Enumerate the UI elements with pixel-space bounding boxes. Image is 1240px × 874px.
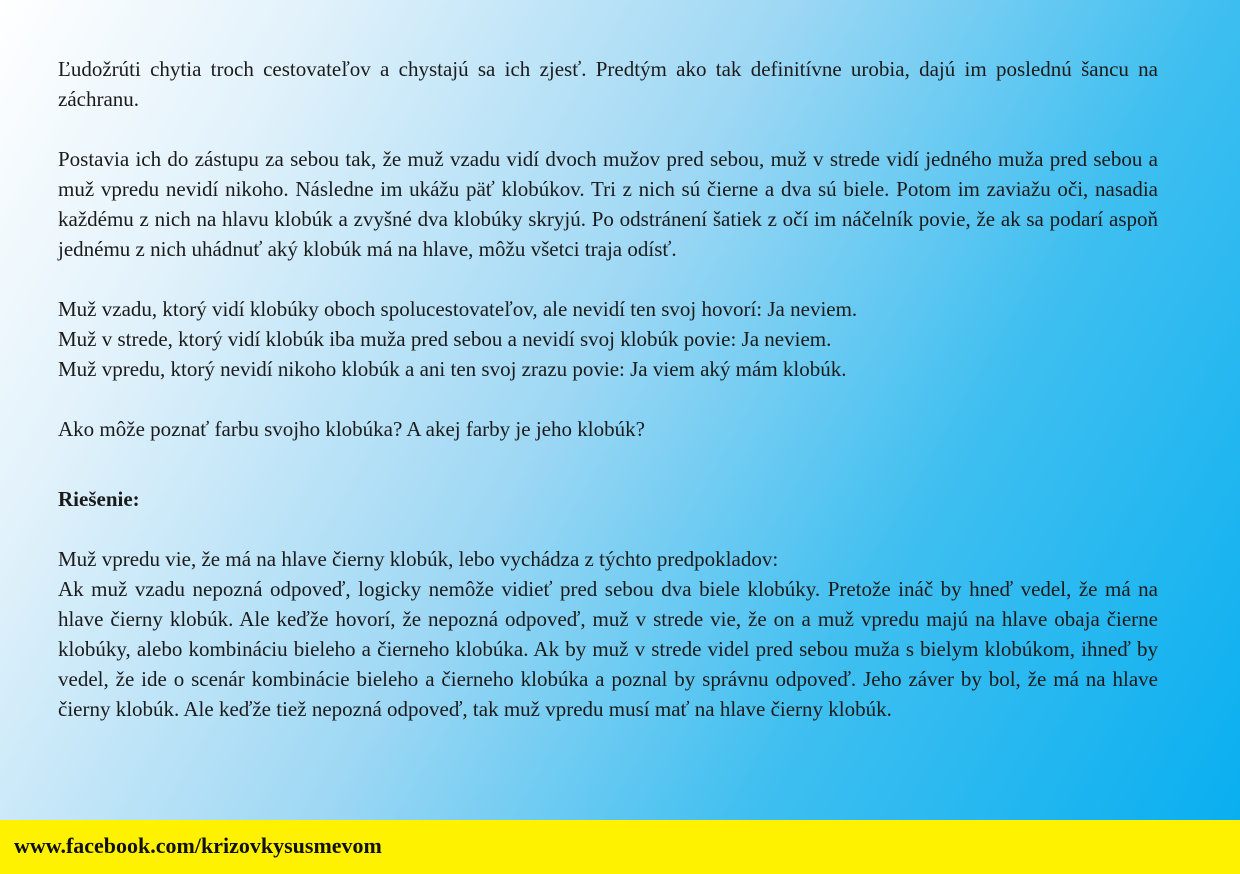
statement-middle: Muž v strede, ktorý vidí klobúk iba muža pred sebou a nevidí svoj klobúk povie: Ja neviem. <box>58 327 832 351</box>
question: Ako môže poznať farbu svojho klobúka? A akej farby je jeho klobúk? <box>58 417 645 441</box>
statement-front: Muž vpredu, ktorý nevidí nikoho klobúk a ani ten svoj zrazu povie: Ja viem aký mám klobúk. <box>58 357 847 381</box>
intro-paragraph: Ľudožrúti chytia troch cestovateľov a chystajú sa ich zjesť. Predtým ako tak definitívne urobia, dajú im poslednú šancu na záchranu. <box>58 57 1158 111</box>
footer-bar <box>0 820 1240 874</box>
solution-heading: Riešenie: <box>58 487 140 511</box>
solution-intro: Muž vpredu vie, že má na hlave čierny klobúk, lebo vychádza z týchto predpokladov: <box>58 547 779 571</box>
footer-link[interactable]: www.facebook.com/krizovkysusmevom <box>14 833 382 858</box>
setup-paragraph: Postavia ich do zástupu za sebou tak, že muž vzadu vidí dvoch mužov pred sebou, muž v strede vidí jedného muža pred sebou a muž vpredu nevidí nikoho. Následne im ukážu päť klobúkov. Tri z nich sú čierne a dva sú biele. Potom im zaviažu oči, nasadia každému z nich na hlavu klobúk a zvyšné dva klobúky skryjú. Po odstránení šatiek z očí im náčelník povie, že ak sa podarí aspoň jednému z nich uhádnuť aký klobúk má na hlave, môžu všetci traja odísť. <box>58 147 1158 261</box>
solution-body: Ak muž vzadu nepozná odpoveď, logicky nemôže vidieť pred sebou dva biele klobúky. Pretože ináč by hneď vedel, že má na hlave čierny klobúk. Ale keďže hovorí, že nepozná odpoveď, muž v strede vie, že on a muž vpredu majú na hlave obaja čierne klobúky, alebo kombináciu bieleho a čierneho klobúka. Ak by muž v strede videl pred sebou muža s bielym klobúkom, ihneď by vedel, že ide o scenár kombinácie bieleho a čierneho klobúka a poznal by správnu odpoveď. Jeho záver by bol, že má na hlave čierny klobúk. Ale keďže tiež nepozná odpoveď, tak muž vpredu musí mať na hlave čierny klobúk. <box>58 577 1158 721</box>
statement-back: Muž vzadu, ktorý vidí klobúky oboch spolucestovateľov, ale nevidí ten svoj hovorí: Ja neviem. <box>58 297 858 321</box>
puzzle-text <box>58 54 1158 724</box>
